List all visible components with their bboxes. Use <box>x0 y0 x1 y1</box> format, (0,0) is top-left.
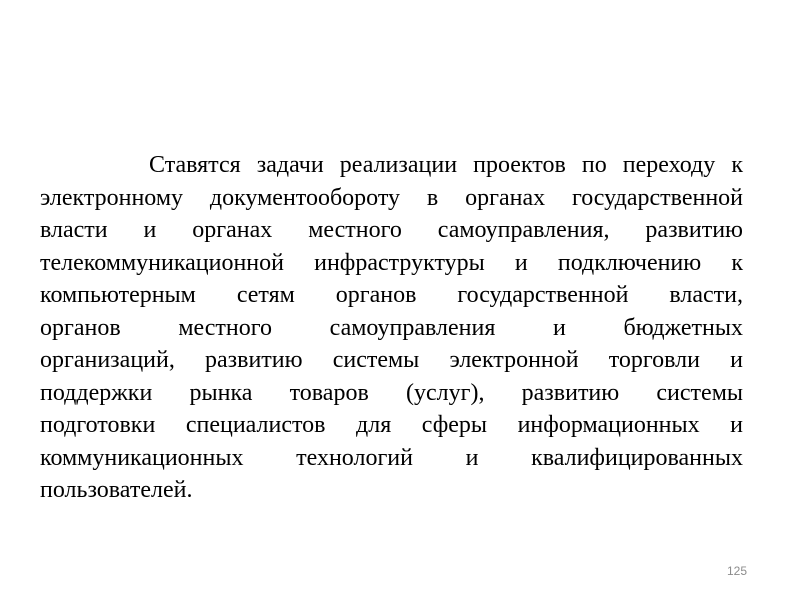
paragraph-line: Ставятся задачи реализации проектов по переходу к <box>149 152 743 178</box>
paragraph-line: органов местного самоуправления и бюджетных <box>40 314 743 341</box>
page-number: 125 <box>727 564 748 578</box>
paragraph-line: телекоммуникационной инфраструктуры и подключению к <box>40 249 743 276</box>
paragraph-line: коммуникационных технологий и квалифицированных <box>40 444 743 471</box>
paragraph-line: электронному документообороту в органах государственной <box>40 184 743 211</box>
paragraph-line: организаций, развитию системы электронной торговли и <box>40 347 743 373</box>
body-paragraph <box>40 149 743 507</box>
paragraph-line: пользователей. <box>40 477 193 503</box>
paragraph-line: поддержки рынка товаров (услуг), развитию системы <box>40 379 743 406</box>
paragraph-line: власти и органах местного самоуправления, развитию <box>40 217 743 243</box>
paragraph-line: подготовки специалистов для сферы информационных и <box>40 412 743 438</box>
paragraph-line: компьютерным сетям органов государственной власти, <box>40 282 743 308</box>
